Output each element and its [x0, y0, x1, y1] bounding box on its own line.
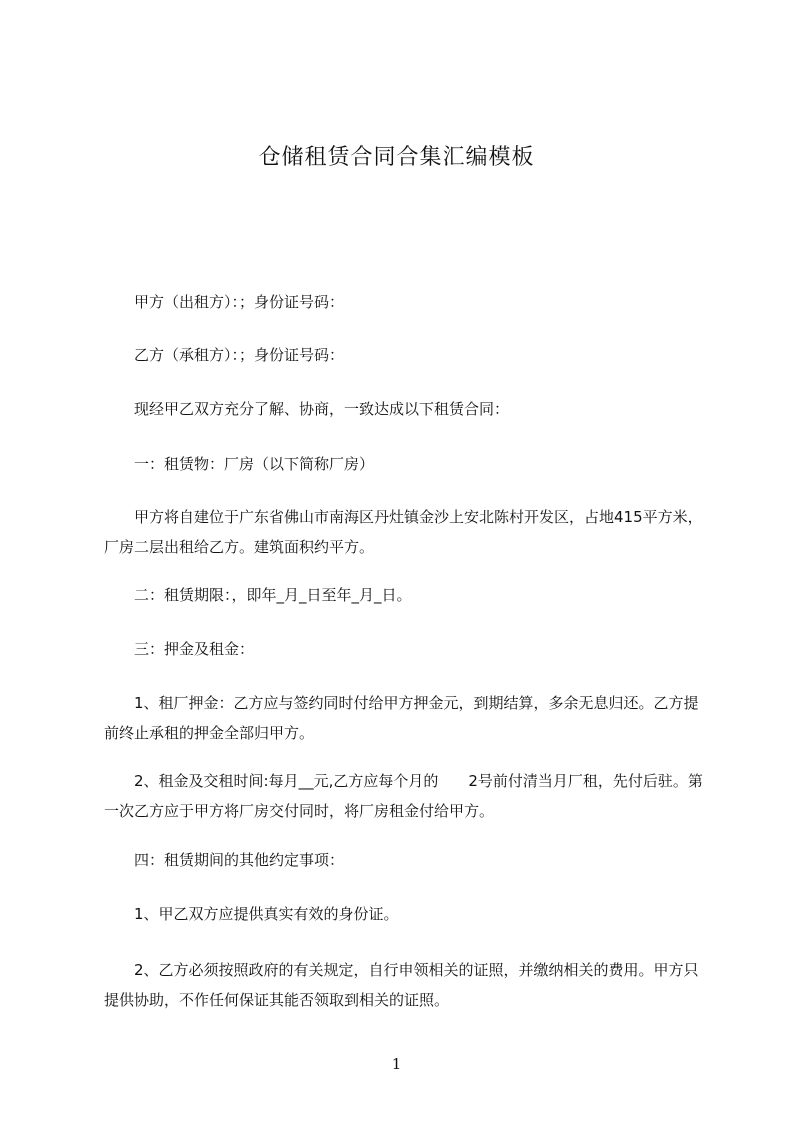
paragraph-property-desc: 甲方将自建位于广东省佛山市南海区丹灶镇金沙上安北陈村开发区，占地415平方米，厂房二层出租给乙方。建筑面积约平方。	[104, 508, 703, 556]
page-number: 1	[391, 1055, 402, 1073]
paragraph-section-4: 四：租赁期间的其他约定事项：	[104, 851, 345, 869]
paragraph-party-b: 乙方（承租方）：；身份证号码：	[104, 346, 345, 364]
paragraph-section-2: 二：租赁期限：，即年_月_日至年_月_日。	[104, 586, 412, 604]
paragraph-section-3: 三：押金及租金：	[104, 640, 255, 658]
paragraph-agreement-intro: 现经甲乙双方充分了解、协商，一致达成以下租赁合同：	[104, 400, 510, 418]
paragraph-section-1: 一：租赁物：厂房（以下简称厂房）	[104, 455, 375, 473]
paragraph-rent: 2、租金及交租时间:每月__元,乙方应每个月的 2号前付清当月厂租，先付后驻。第一次乙方应于甲方将厂房交付同时，将厂房租金付给甲方。	[104, 772, 703, 820]
document-title: 仓储租赁合同合集汇编模板	[258, 145, 535, 170]
paragraph-id-card: 1、甲乙双方应提供真实有效的身份证。	[104, 905, 399, 923]
paragraph-party-a: 甲方（出租方）：；身份证号码：	[104, 293, 345, 311]
paragraph-licenses: 2、乙方必须按照政府的有关规定，自行申领相关的证照，并缴纳相关的费用。甲方只提供协助，不作任何保证其能否领取到相关的证照。	[104, 961, 699, 1009]
paragraph-deposit: 1、租厂押金：乙方应与签约同时付给甲方押金元，到期结算，多余无息归还。乙方提前终止承租的押金全部归甲方。	[104, 694, 699, 742]
